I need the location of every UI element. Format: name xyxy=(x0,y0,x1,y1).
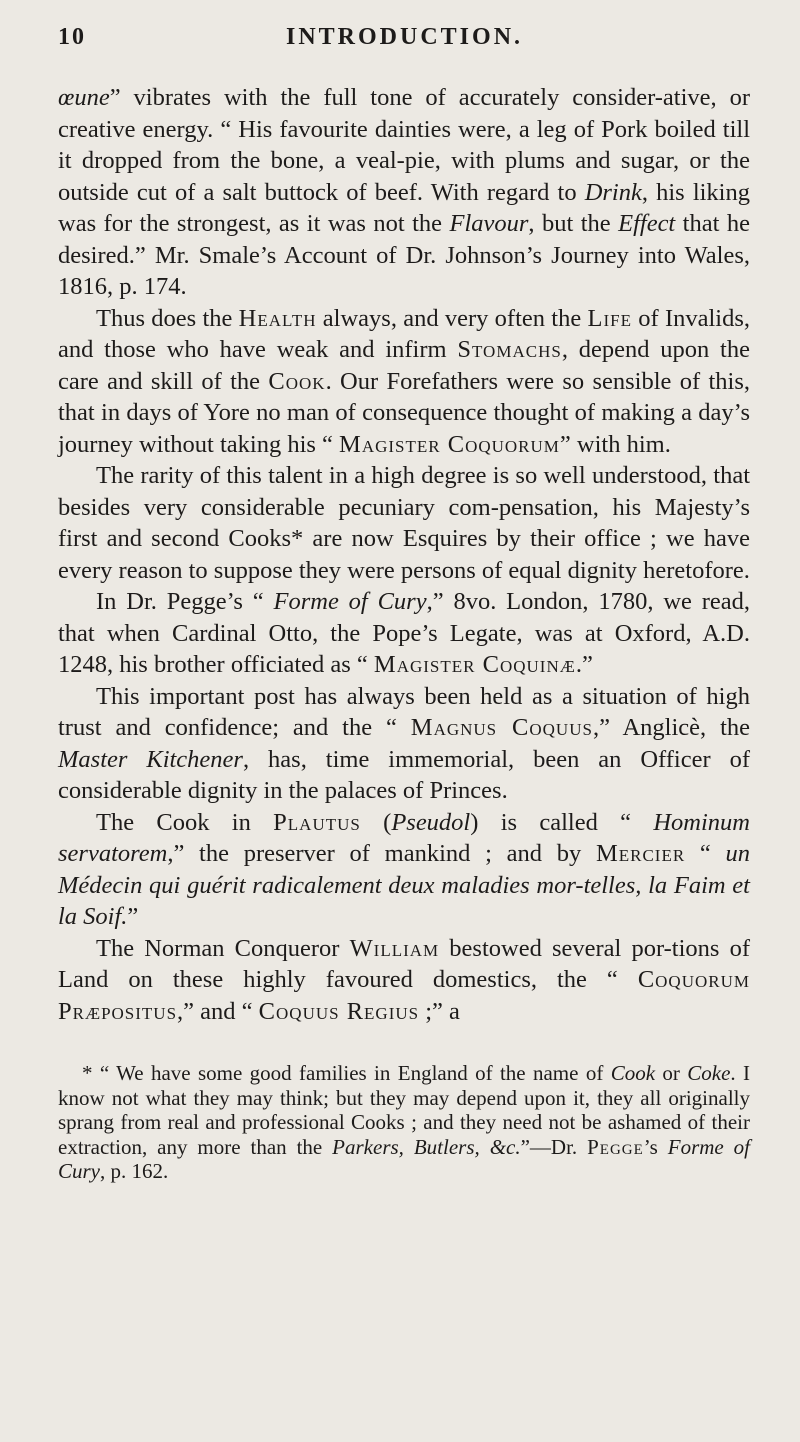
text-run: or xyxy=(655,1061,688,1085)
small-caps-text: Magister Coquorum xyxy=(339,430,560,458)
text-run: . Our Forefathers were so sensible of this, that in days of Yore no man of consequence thought of making a day’s journey without taking his “ xyxy=(58,367,750,458)
footnote-text xyxy=(58,1061,750,1184)
italic-text: Effect xyxy=(618,210,676,237)
small-caps-text: Coquorum Præpositus xyxy=(58,966,750,1025)
italic-text: Parkers, Butlers, &c. xyxy=(332,1134,521,1159)
small-caps-text: Plautus xyxy=(273,808,361,836)
small-caps-text: Coquus Regius xyxy=(258,997,420,1025)
text-run: The rarity of this talent in a high degree is so well understood, that besides very considerable pecuniary com-pensation, his Majesty’s first and second Cooks* are now Esquires by their office ; we have every reason to suppose they were persons of equal dignity heretofore. xyxy=(58,462,750,584)
text-run: bestowed several por-tions of Land on these highly favoured domestics, the “ xyxy=(58,934,750,993)
small-caps-text: Magnus Coquus xyxy=(410,714,593,741)
body-text xyxy=(58,82,750,1027)
footnote xyxy=(58,1061,750,1184)
text-run: ( xyxy=(360,808,392,836)
italic-text: Flavour xyxy=(449,210,529,237)
text-run: always, and very often the xyxy=(316,304,588,332)
small-caps-text: Magister Coquinæ xyxy=(373,651,576,678)
text-run: ,” the preserver of mankind ; and by xyxy=(167,840,596,867)
small-caps-text: Mercier xyxy=(595,840,686,867)
text-run: ,” Anglicè, the xyxy=(592,714,750,741)
small-caps-text: Life xyxy=(587,304,632,332)
text-run: that he desired.” Mr. Smale’s Account of Dr. Johnson’s Journey into Wales, 1816, p. 174. xyxy=(58,210,750,300)
text-run: ” xyxy=(127,903,139,930)
text-run: , p. 162. xyxy=(100,1159,169,1183)
small-caps-text: Stomachs xyxy=(457,336,562,363)
text-run: ”—Dr. xyxy=(520,1134,588,1159)
italic-text: Coke xyxy=(687,1061,731,1085)
italic-text: Forme of Cury xyxy=(273,588,427,615)
text-run: , has, time immemorial, been an Officer of considerable dignity in the palaces of Princes. xyxy=(58,745,750,804)
text-run: ,” and “ xyxy=(177,997,259,1025)
italic-text: Forme of Cury xyxy=(58,1134,751,1183)
text-run: The Norman Conqueror xyxy=(96,934,350,962)
text-run: . I know not what they may think; but they may depend upon it, they all originally sprang from real and professional Cooks ; and they need not be ashamed of their extraction, any more than the xyxy=(58,1061,751,1159)
text-run: * “ We have some good families in England of the name of xyxy=(82,1061,611,1085)
italic-text: œune xyxy=(58,84,110,111)
text-run: This important post has always been held as a situation of high trust and confidence; and the “ xyxy=(58,682,750,741)
text-run: of Invalids, and those who have weak and infirm xyxy=(58,304,751,363)
paragraph xyxy=(58,82,750,303)
text-run: ” with him. xyxy=(559,430,671,458)
text-run: .” xyxy=(575,651,593,678)
paragraph xyxy=(58,807,750,933)
small-caps-text: William xyxy=(349,934,440,962)
italic-text: Drink xyxy=(584,178,642,206)
paragraph xyxy=(58,586,750,681)
italic-text: Cook xyxy=(610,1061,656,1085)
italic-text: Hominum servatorem xyxy=(58,808,750,867)
running-head: INTRODUCTION. xyxy=(286,24,524,50)
italic-text: Master Kitchener xyxy=(58,745,243,773)
text-run: ;” a xyxy=(419,997,460,1025)
text-run: The Cook in xyxy=(96,808,274,836)
paragraph xyxy=(58,460,750,586)
small-caps-text: Health xyxy=(238,304,317,332)
page-number: 10 xyxy=(58,24,86,50)
text-run: , his liking was for the strongest, as it was not the xyxy=(58,178,750,237)
italic-text: un Médecin qui guérit radicalement deux maladies mor-telles, la Faim et la Soif. xyxy=(58,840,750,930)
text-run: “ xyxy=(685,840,726,867)
small-caps-text: Pegge xyxy=(587,1134,644,1159)
text-run: ,” 8vo. London, 1780, we read, that when Cardinal Otto, the Pope’s Legate, was at Oxford, A.D. 1248, his brother officiated as “ xyxy=(58,588,751,678)
italic-text: Pseudol xyxy=(391,808,471,836)
text-run: Thus does the xyxy=(96,304,239,332)
text-run: In Dr. Pegge’s “ xyxy=(96,588,274,615)
paragraph xyxy=(58,681,750,807)
text-run: , but the xyxy=(528,210,619,237)
page-header xyxy=(58,24,750,68)
small-caps-text: Cook xyxy=(268,367,326,395)
paragraph xyxy=(58,933,750,1028)
text-run: ’s xyxy=(643,1134,668,1159)
text-run: ) is called “ xyxy=(470,808,654,836)
paragraph xyxy=(58,303,750,461)
text-run: , depend upon the care and skill of the xyxy=(58,336,750,395)
text-run: ” vibrates with the full tone of accurately consider-ative, or creative energy. “ His favourite dainties were, a leg of Pork boiled till it dropped from the bone, a veal-pie, with plums and sugar, or the outside cut of a salt buttock of beef. With regard to xyxy=(58,84,750,206)
